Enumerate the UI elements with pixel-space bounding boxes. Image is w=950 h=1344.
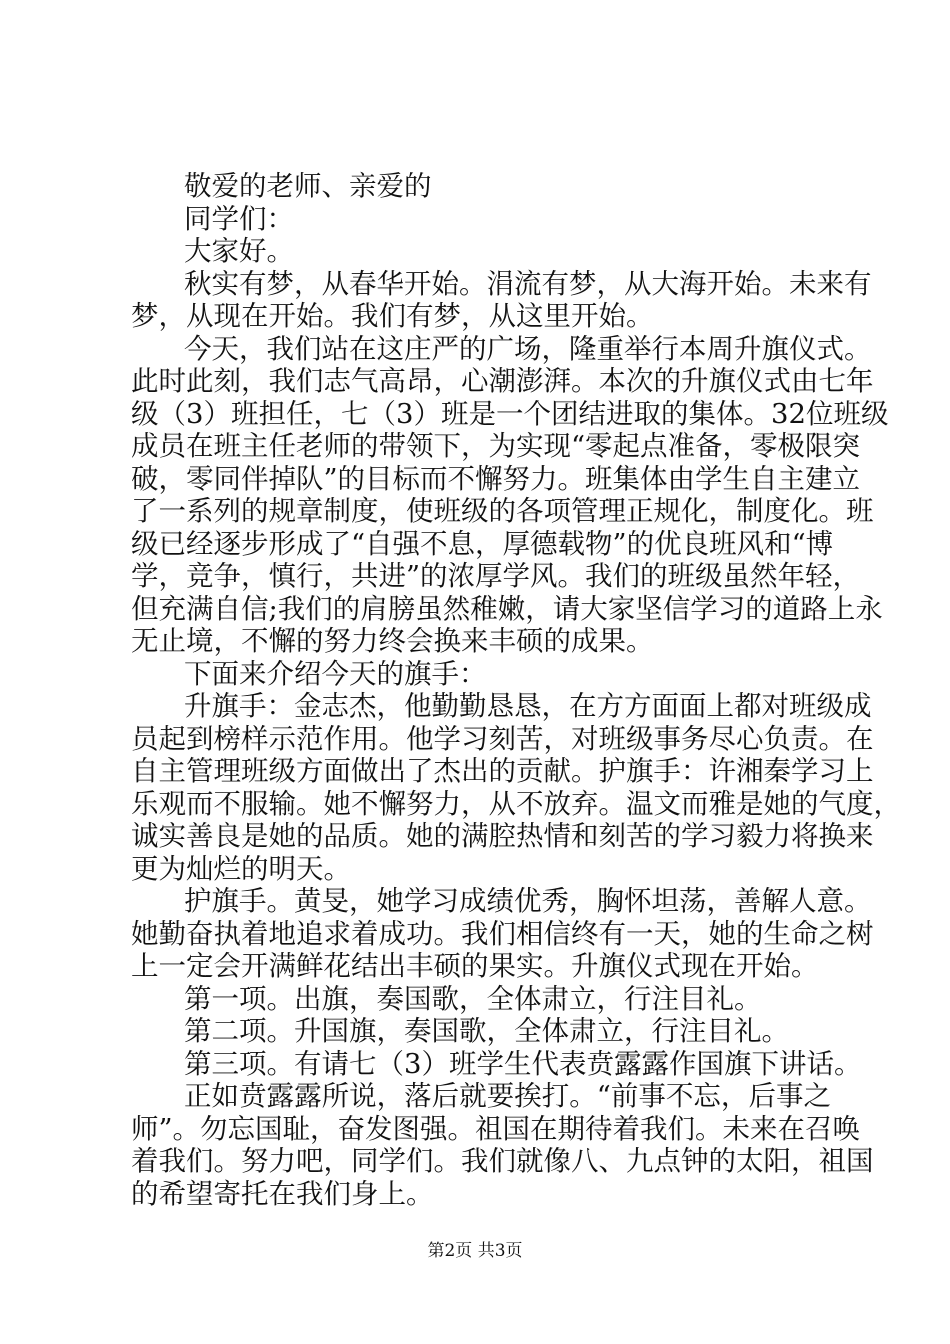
page-footer: 第2页 共3页 [427, 1241, 523, 1261]
paragraph-line: 破，零同伴掉队”的目标而不懈努力。班集体由学生自主建立 [131, 462, 861, 495]
paragraph-line: 师”。勿忘国耻，奋发图强。祖国在期待着我们。未来在召唤 [131, 1112, 861, 1145]
paragraph-line: 员起到榜样示范作用。他学习刻苦，对班级事务尽心负责。在 [131, 722, 874, 755]
paragraph-line: 级（3）班担任，七（3）班是一个团结进取的集体。32位班级 [131, 397, 889, 430]
paragraph-line: 上一定会开满鲜花结出丰硕的果实。升旗仪式现在开始。 [131, 950, 819, 982]
greeting-line: 敬爱的老师、亲爱的 [184, 170, 432, 202]
paragraph-line: 更为灿烂的明天。 [131, 852, 351, 885]
paragraph-line: 了一系列的规章制度，使班级的各项管理正规化，制度化。班 [131, 495, 874, 527]
paragraph-line: 成员在班主任老师的带领下，为实现“零起点准备，零极限突 [131, 430, 861, 462]
paragraph-line: 但充满自信;我们的肩膀虽然稚嫩，请大家坚信学习的道路上永 [131, 592, 883, 625]
document-body [131, 170, 901, 1210]
paragraph-line: 自主管理班级方面做出了杰出的贡献。护旗手：许湘秦学习上 [131, 755, 874, 787]
paragraph-line: 升旗手：金志杰，他勤勤恳恳，在方方面面上都对班级成 [184, 690, 872, 722]
paragraph-line: 第三项。有请七（3）班学生代表贲露露作国旗下讲话。 [184, 1047, 862, 1080]
paragraph-line: 秋实有梦，从春华开始。涓流有梦，从大海开始。未来有 [184, 267, 872, 300]
paragraph-line: 诚实善良是她的品质。她的满腔热情和刻苦的学习毅力将换来 [131, 820, 874, 852]
greeting-line: 同学们： [184, 202, 294, 235]
paragraph-line: 护旗手。黄旻，她学习成绩优秀，胸怀坦荡，善解人意。 [184, 885, 872, 917]
paragraph-line: 今天，我们站在这庄严的广场，隆重举行本周升旗仪式。 [184, 332, 872, 365]
paragraph-line: 下面来介绍今天的旗手： [184, 657, 487, 690]
paragraph-line: 第一项。出旗，奏国歌，全体肃立，行注目礼。 [184, 982, 762, 1015]
paragraph-line: 第二项。升国旗，奏国歌，全体肃立，行注目礼。 [184, 1015, 789, 1047]
paragraph-line: 着我们。努力吧，同学们。我们就像八、九点钟的太阳，祖国 [131, 1145, 874, 1177]
paragraph-line: 她勤奋执着地追求着成功。我们相信终有一天，她的生命之树 [131, 917, 874, 950]
paragraph-line: 级已经逐步形成了“自强不息，厚德载物”的优良班风和“博 [131, 527, 834, 560]
paragraph-line: 此时此刻，我们志气高昂，心潮澎湃。本次的升旗仪式由七年 [131, 365, 874, 397]
paragraph-line: 乐观而不服输。她不懈努力，从不放弃。温文而雅是她的气度， [131, 787, 901, 820]
paragraph-line: 的希望寄托在我们身上。 [131, 1177, 434, 1210]
paragraph-line: 无止境，不懈的努力终会换来丰硕的成果。 [131, 625, 654, 657]
paragraph-line: 正如贲露露所说，落后就要挨打。“前事不忘，后事之 [184, 1080, 831, 1112]
paragraph-line: 梦，从现在开始。我们有梦，从这里开始。 [131, 300, 654, 332]
paragraph-line: 学，竞争，慎行，共进”的浓厚学风。我们的班级虽然年轻， [131, 560, 861, 592]
greeting-line: 大家好。 [184, 235, 294, 267]
